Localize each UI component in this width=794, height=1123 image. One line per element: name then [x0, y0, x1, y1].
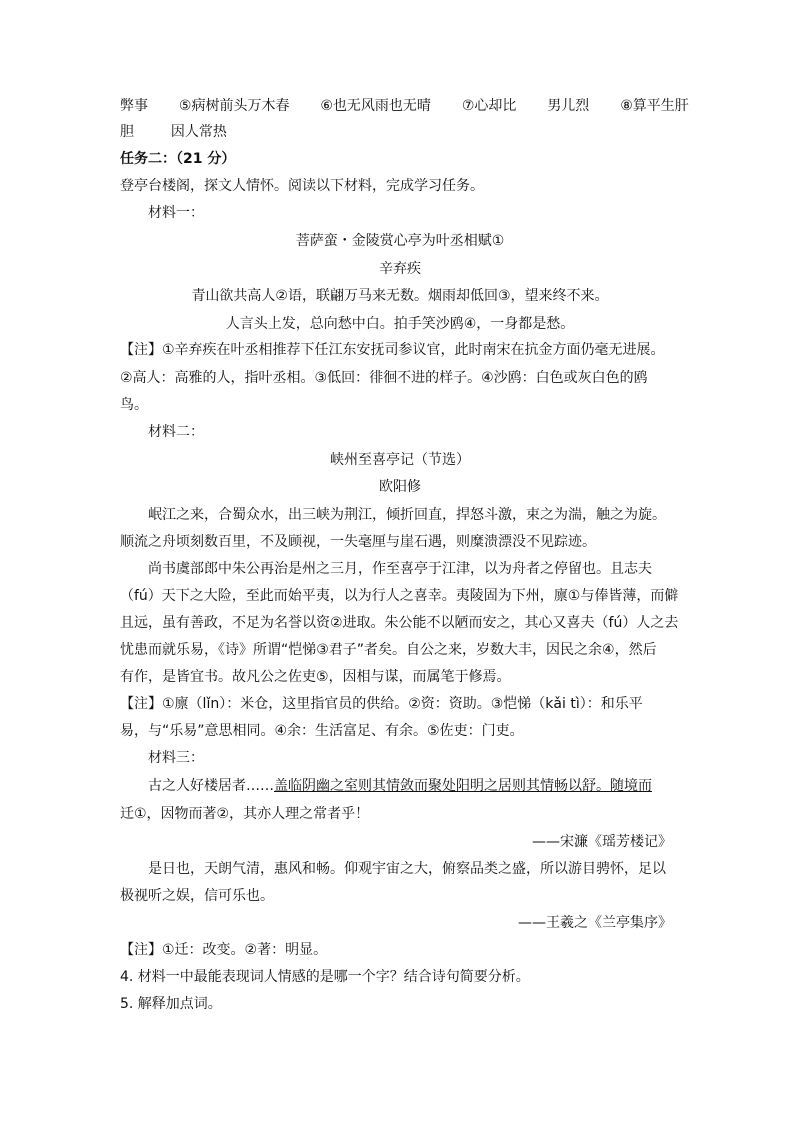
material2-label: 材料二： — [148, 424, 204, 440]
material2-paragraph-line: 顺流之舟顷刻数百里，不及顾视，一失毫厘与崖石遇，则糜溃漂没不见踪迹。 — [120, 534, 596, 550]
material1-label: 材料一： — [148, 205, 204, 221]
material3-label: 材料三： — [148, 750, 204, 766]
answer-item: 弊事 — [120, 98, 148, 114]
material1-note-1: 【注】①辛弃疾在叶丞相推荐下任江东安抚司参议官，此时南宋在抗金方面仍毫无进展。 — [120, 342, 665, 358]
answer-item: 男儿烈 — [547, 98, 590, 114]
material3-source-1: ——宋濂《瑶芳楼记》 — [532, 834, 672, 850]
answer-item: ⑧算平生肝 — [620, 98, 689, 114]
material3-paragraph-line — [148, 776, 708, 796]
material1-note-2: ②高人：高雅的人，指叶丞相。③低回：徘徊不进的样子。④沙鸥：白色或灰白色的鸥 — [120, 370, 648, 386]
material2-paragraph-line: 尚书虞部郎中朱公再治是州之三月，作至喜亭于江津，以为舟者之停留也。且志夫 — [148, 561, 652, 577]
material2-paragraph-line: 有作，是皆宜书。故凡公之佐吏⑤，因相与谋，而属笔于修焉。 — [120, 669, 511, 685]
answer-line-2 — [120, 122, 680, 142]
material1-note-3: 鸟。 — [120, 397, 148, 413]
answer-item: 因人常热 — [170, 124, 227, 140]
material2-paragraph-line: （fú）天下之大险，至此而始平夷，以为行人之喜幸。夷陵固为下州，廪①与俸皆薄，而僻 — [120, 588, 679, 604]
task2-intro: 登亭台楼阁，探文人情怀。阅读以下材料，完成学习任务。 — [120, 178, 484, 194]
answer-item: ⑤病树前头万木春 — [178, 98, 290, 114]
material3-paragraph-line: 迁①，因物而著②，其亦人理之常者乎！ — [120, 806, 370, 822]
task2-heading: 任务二：（21 分） — [120, 151, 236, 167]
answer-item: ⑦心却比 — [461, 98, 517, 114]
material3-note: 【注】①迁：改变。②著：明显。 — [120, 942, 328, 958]
question-5: 5. 解释加点词。 — [120, 996, 222, 1012]
material2-paragraph-line: 岷江之来，合蜀众水，出三峡为荆江，倾折回直，捍怒斗激，束之为湍，触之为旋。 — [148, 507, 666, 523]
material2-author: 欧阳修 — [379, 479, 421, 495]
answer-line-1 — [120, 96, 689, 116]
material2-paragraph-line: 忧患而就乐易，《诗》所谓“恺悌③君子”者矣。自公之来，岁数大丰，因民之余④，然后 — [120, 642, 657, 658]
material3-paragraph-line: 极视听之娱，信可乐也。 — [120, 888, 274, 904]
material3-text: 古之人好楼居者…… — [148, 778, 274, 794]
answer-item: 胆 — [120, 124, 134, 140]
material3-source-2: ——王羲之《兰亭集序》 — [518, 915, 672, 931]
material1-verse-1: 青山欲共高人②语，联翩万马来无数。烟雨却低回③，望来终不来。 — [191, 288, 609, 304]
material1-verse-2: 人言头上发，总向愁中白。拍手笑沙鸥④，一身都是愁。 — [225, 316, 575, 332]
material2-paragraph-line: 且远，虽有善政，不足为名誉以资②进取。朱公能不以陋而安之，其心又喜夫（fú）人之去 — [120, 615, 679, 631]
material2-note-1: 【注】①廪（lǐn）：米仓，这里指官员的供给。②资：资助。③恺悌（kǎi tì）：和乐平 — [120, 696, 643, 712]
underlined-sentence: 盖临阴幽之室则其情敛而聚处阳明之居则其情畅以舒。随境而 — [274, 778, 652, 794]
material2-title: 峡州至喜亭记（节选） — [330, 452, 470, 468]
material1-author: 辛弃疾 — [379, 261, 421, 277]
material3-paragraph-line: 是日也，天朗气清，惠风和畅。仰观宇宙之大，俯察品类之盛，所以游目骋怀，足以 — [148, 861, 666, 877]
material1-title: 菩萨蛮・金陵赏心亭为叶丞相赋① — [295, 233, 505, 249]
material2-note-2: 易，与“乐易”意思相同。④余：生活富足、有余。⑤佐吏：门吏。 — [120, 723, 524, 739]
answer-item: ⑥也无风雨也无晴 — [320, 98, 431, 114]
question-4: 4. 材料一中最能表现词人情感的是哪一个字？结合诗句简要分析。 — [120, 969, 530, 985]
